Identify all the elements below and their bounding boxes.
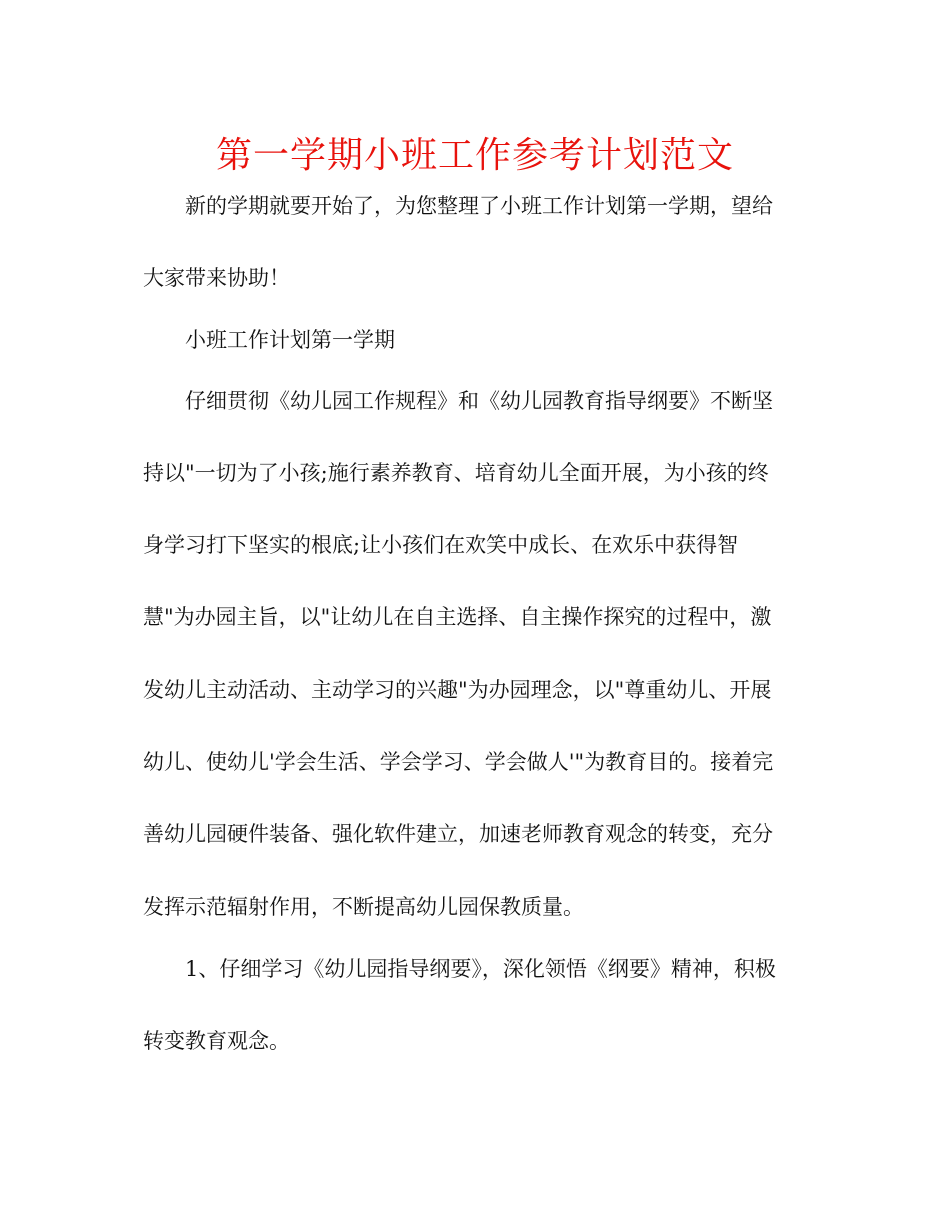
text-line: 幼儿、使幼儿'学会生活、学会学习、学会做人'"为教育目的。接着完	[143, 750, 774, 774]
text-line: 1、仔细学习《幼儿园指导纲要》，深化领悟《纲要》精神，积极	[143, 957, 776, 981]
text-line: 善幼儿园硬件装备、强化软件建立，加速老师教育观念的转变，充分	[143, 822, 773, 846]
text-line: 发幼儿主动活动、主动学习的兴趣"为办园理念，以"尊重幼儿、开展	[143, 678, 772, 702]
text-line: 大家带来协助！	[143, 266, 290, 290]
text-line: 转变教育观念。	[143, 1029, 290, 1053]
text-line: 新的学期就要开始了，为您整理了小班工作计划第一学期，望给	[143, 194, 773, 218]
text-line: 仔细贯彻《幼儿园工作规程》和《幼儿园教育指导纲要》不断坚	[143, 389, 773, 413]
document-title: 第一学期小班工作参考计划范文	[215, 135, 734, 176]
text-line: 慧"为办园主旨，以"让幼儿在自主选择、自主操作探究的过程中，激	[143, 605, 772, 629]
text-line: 发挥示范辐射作用，不断提高幼儿园保教质量。	[143, 895, 584, 919]
text-line: 身学习打下坚实的根底;让小孩们在欢笑中成长、在欢乐中获得智	[143, 533, 739, 557]
text-line: 小班工作计划第一学期	[143, 328, 395, 352]
text-line: 持以"一切为了小孩;施行素养教育、培育幼儿全面开展，为小孩的终	[143, 461, 769, 485]
